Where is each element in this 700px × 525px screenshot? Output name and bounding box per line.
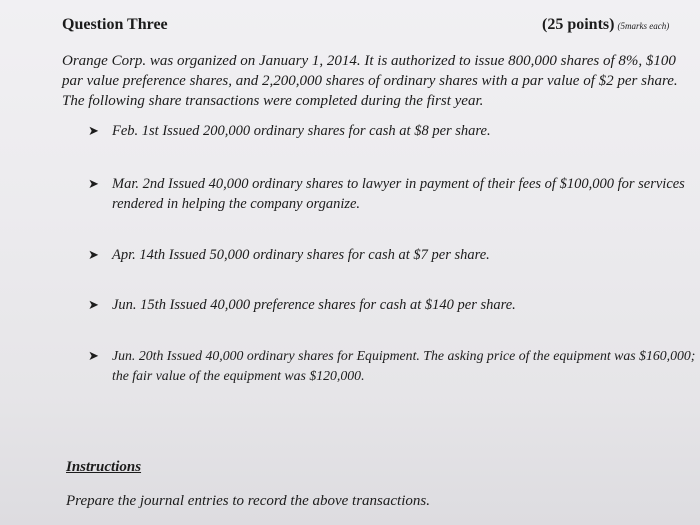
points-label <box>542 16 669 34</box>
transaction-text: Apr. 14th Issued 50,000 ordinary shares for cash at $7 per share. <box>112 247 490 263</box>
arrow-bullet-icon: ➤ <box>88 297 99 312</box>
transaction-item <box>88 245 648 265</box>
instructions-text: Prepare the journal entries to record the above transactions. <box>66 493 430 509</box>
arrow-bullet-icon: ➤ <box>88 247 99 262</box>
arrow-bullet-icon: ➤ <box>88 176 99 191</box>
question-title: Question Three <box>62 16 168 33</box>
transaction-text: Feb. 1st Issued 200,000 ordinary shares for cash at $8 per share. <box>112 123 491 139</box>
transaction-text: Jun. 20th Issued 40,000 ordinary shares for Equipment. The asking price of the equipment was $160,000; the fair value of the equipment was $120,000. <box>112 348 696 383</box>
transaction-item <box>88 346 698 386</box>
marks-note: (5marks each) <box>617 21 670 31</box>
transaction-item <box>88 295 648 315</box>
transaction-item <box>88 121 648 141</box>
question-header <box>62 16 682 38</box>
transaction-text: Jun. 15th Issued 40,000 preference shares for cash at $140 per share. <box>112 297 516 313</box>
points-value: (25 points) <box>542 16 615 33</box>
transaction-text: Mar. 2nd Issued 40,000 ordinary shares to lawyer in payment of their fees of $100,000 for services rendered in helping the company organize. <box>112 176 685 212</box>
arrow-bullet-icon: ➤ <box>88 348 99 363</box>
question-intro: Orange Corp. was organized on January 1, 2014. It is authorized to issue 800,000 shares of 8%, $100 par value preference shares, and 2,200,000 shares of ordinary shares with a par value of $2 per share. The following share transactions were completed during the first year. <box>62 53 678 109</box>
arrow-bullet-icon: ➤ <box>88 123 99 138</box>
transaction-item <box>88 174 688 214</box>
instructions-heading: Instructions <box>66 459 142 475</box>
